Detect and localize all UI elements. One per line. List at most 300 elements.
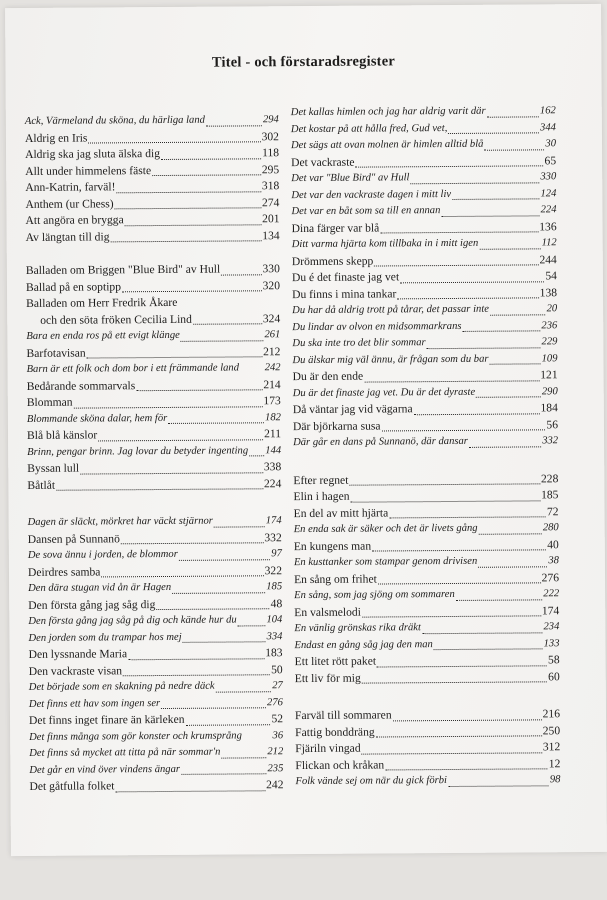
index-entry bbox=[291, 153, 556, 171]
index-entry bbox=[294, 586, 559, 604]
entry-title: En enda sak är säker och det är livets gång bbox=[293, 522, 478, 536]
index-entry bbox=[292, 318, 557, 336]
dot-leader bbox=[397, 296, 538, 299]
entry-title: Det finns inget finare än kärleken bbox=[28, 712, 185, 727]
index-entry bbox=[292, 235, 557, 253]
entry-page-number: 222 bbox=[543, 588, 560, 600]
dot-leader bbox=[400, 280, 544, 283]
group-spacer bbox=[293, 450, 558, 473]
index-entry bbox=[293, 433, 558, 451]
entry-title: Brinn, pengar brinn. Jag lovar du betyder ingenting bbox=[27, 444, 249, 458]
entry-title: Båtlåt bbox=[27, 478, 56, 492]
index-entry bbox=[27, 426, 281, 444]
index-entry bbox=[292, 334, 557, 352]
dot-leader bbox=[362, 751, 542, 754]
entry-page-number: 52 bbox=[271, 712, 284, 726]
entry-page-number: 334 bbox=[266, 630, 283, 642]
index-entry bbox=[294, 537, 559, 555]
entry-title: Det var "Blue Bird" av Hull bbox=[291, 172, 410, 185]
entry-page-number: 97 bbox=[271, 548, 282, 560]
index-entry bbox=[292, 351, 557, 369]
entry-title: Det kostar på att hålla fred, Gud vet, bbox=[290, 122, 448, 135]
entry-title: Allt under himmelens fäste bbox=[25, 163, 152, 178]
entry-page-number: 183 bbox=[265, 646, 283, 660]
dot-leader bbox=[115, 206, 261, 209]
entry-title: Det sägs att ovan molnen är himlen alltid blå bbox=[290, 138, 484, 152]
entry-title: Drömmens skepp bbox=[291, 254, 374, 268]
dot-leader bbox=[487, 115, 539, 117]
index-group bbox=[293, 471, 559, 687]
entry-title: Du finns i mina tankar bbox=[292, 286, 397, 301]
index-entry bbox=[28, 546, 282, 564]
index-column-left bbox=[25, 112, 284, 795]
dot-leader bbox=[240, 373, 264, 374]
index-entry bbox=[294, 636, 559, 654]
entry-title: Dina färger var blå bbox=[291, 220, 380, 235]
entry-page-number: 112 bbox=[541, 237, 557, 249]
index-entry bbox=[29, 728, 283, 746]
group-spacer bbox=[295, 685, 560, 708]
dot-leader bbox=[161, 706, 266, 709]
index-entry bbox=[294, 570, 559, 588]
index-entry bbox=[292, 268, 557, 286]
entry-page-number: 40 bbox=[547, 537, 559, 551]
entry-page-number: 12 bbox=[548, 756, 561, 770]
entry-title: En del av mitt hjärta bbox=[293, 505, 389, 520]
index-column-right bbox=[291, 103, 561, 790]
dot-leader bbox=[377, 664, 547, 667]
dot-leader bbox=[378, 581, 541, 584]
index-entry bbox=[292, 301, 557, 319]
dot-leader bbox=[434, 647, 543, 650]
dot-leader bbox=[116, 789, 266, 792]
entry-page-number: 235 bbox=[267, 762, 284, 774]
entry-page-number: 214 bbox=[263, 377, 281, 391]
index-entry bbox=[26, 327, 280, 345]
dot-leader bbox=[411, 181, 540, 184]
entry-page-number: 162 bbox=[539, 105, 556, 117]
entry-page-number: 38 bbox=[548, 555, 559, 567]
entry-title: Den första gång jag såg på dig och kände hur du bbox=[28, 614, 237, 627]
dot-leader bbox=[183, 640, 266, 643]
entry-page-number: 216 bbox=[542, 707, 561, 721]
index-entry bbox=[28, 513, 282, 531]
index-entry bbox=[29, 678, 283, 696]
entry-page-number: 182 bbox=[264, 411, 281, 423]
dot-leader bbox=[80, 471, 263, 474]
entry-title: En kusttanker som stampar genom drivisen bbox=[293, 555, 478, 569]
index-entry bbox=[29, 662, 283, 680]
entry-title: Den vackraste visan bbox=[28, 663, 123, 678]
entry-page-number: 224 bbox=[263, 476, 282, 490]
index-entry bbox=[294, 619, 559, 637]
entry-page-number: 184 bbox=[540, 401, 558, 415]
dot-leader bbox=[172, 591, 265, 594]
entry-title: Det finns många som gör konster och krumsprång bbox=[29, 729, 242, 743]
index-entry bbox=[292, 219, 557, 237]
index-entry bbox=[27, 476, 281, 494]
entry-page-number: 290 bbox=[541, 385, 558, 397]
index-entry bbox=[26, 228, 280, 246]
entry-page-number: 136 bbox=[539, 219, 557, 233]
index-entry bbox=[291, 169, 556, 187]
index-entry bbox=[28, 563, 282, 581]
entry-page-number: 228 bbox=[540, 471, 559, 485]
entry-title: Du é det finaste jag vet bbox=[291, 270, 400, 285]
entry-page-number: 242 bbox=[264, 362, 281, 374]
dot-leader bbox=[206, 124, 262, 126]
dot-leader bbox=[216, 690, 272, 692]
entry-title: Det finns så mycket att titta på när sommar'n bbox=[29, 746, 221, 759]
entry-title: Farväl till sommaren bbox=[294, 708, 392, 723]
dot-leader bbox=[221, 273, 261, 275]
entry-page-number: 234 bbox=[543, 621, 560, 633]
dot-leader bbox=[393, 718, 542, 721]
dot-leader bbox=[152, 173, 261, 176]
index-entry bbox=[29, 777, 283, 795]
entry-title: Då väntar jag vid vägarna bbox=[292, 402, 413, 417]
entry-title: Det gåtfulla folket bbox=[29, 779, 115, 793]
entry-page-number: 244 bbox=[539, 252, 557, 266]
entry-page-number: 118 bbox=[262, 146, 280, 160]
index-entry bbox=[25, 178, 279, 196]
index-group bbox=[291, 103, 558, 451]
entry-page-number: 318 bbox=[261, 179, 280, 193]
dot-leader bbox=[362, 614, 541, 617]
entry-page-number: 332 bbox=[542, 435, 559, 447]
index-entry bbox=[295, 652, 560, 670]
index-entry bbox=[28, 612, 282, 630]
entry-page-number: 276 bbox=[266, 696, 283, 708]
entry-title: Där går en dans på Sunnanö, där dansar bbox=[293, 435, 468, 449]
entry-page-number: 312 bbox=[542, 740, 561, 754]
dot-leader bbox=[88, 140, 260, 143]
dot-leader bbox=[121, 541, 264, 544]
dot-leader bbox=[456, 598, 543, 601]
entry-title: Anthem (ur Chess) bbox=[25, 196, 114, 211]
entry-title: Det finns ett hav som ingen ser bbox=[28, 697, 161, 710]
index-entry bbox=[293, 471, 558, 489]
entry-page-number: 250 bbox=[542, 723, 561, 737]
index-entry bbox=[26, 278, 280, 296]
index-entry bbox=[291, 120, 556, 138]
dot-leader bbox=[101, 574, 263, 577]
entry-title: Ballad på en soptipp bbox=[25, 279, 122, 294]
entry-title: Det vackraste bbox=[291, 155, 355, 169]
index-entry bbox=[25, 211, 279, 229]
index-entry bbox=[294, 603, 559, 621]
index-entry bbox=[25, 145, 279, 163]
index-entry bbox=[28, 629, 282, 647]
index-entry bbox=[295, 756, 560, 774]
entry-page-number: 50 bbox=[271, 662, 283, 676]
entry-page-number: 144 bbox=[265, 444, 282, 456]
index-entry bbox=[27, 377, 281, 395]
dot-leader bbox=[389, 515, 546, 518]
entry-title: Dagen är släckt, mörkret har väckt stjärnor bbox=[27, 515, 213, 528]
entry-title: Det går en vind över vindens ängar bbox=[29, 763, 181, 776]
index-group bbox=[25, 112, 280, 246]
page-title: Titel - och förstaradsregister bbox=[211, 53, 396, 71]
index-entry bbox=[294, 553, 559, 571]
dot-leader bbox=[448, 131, 539, 134]
entry-title: Blå blå känslor bbox=[26, 428, 98, 442]
group-spacer bbox=[26, 244, 280, 263]
index-entry bbox=[292, 285, 557, 303]
entry-page-number: 104 bbox=[266, 614, 283, 626]
index-entry bbox=[291, 136, 556, 154]
group-spacer bbox=[27, 492, 281, 515]
index-entry bbox=[294, 504, 559, 522]
index-entry bbox=[27, 459, 281, 477]
entry-page-number: 72 bbox=[546, 504, 559, 518]
entry-title: Det var en båt som sa till en annan bbox=[291, 205, 441, 218]
entry-title: Du älskar mig väl ännu, är frågan som du bar bbox=[292, 353, 489, 366]
entry-title: En sång, som jag sjöng om sommaren bbox=[294, 588, 455, 602]
dot-leader bbox=[490, 362, 541, 364]
index-entry bbox=[26, 261, 280, 279]
dot-leader bbox=[441, 214, 539, 217]
entry-title: Den jorden som du trampar hos mej bbox=[28, 631, 182, 644]
index-entry bbox=[28, 530, 282, 548]
index-entry bbox=[295, 669, 560, 687]
dot-leader bbox=[122, 289, 262, 292]
entry-page-number: 212 bbox=[267, 746, 284, 758]
entry-title: Endast en gång såg jag den man bbox=[294, 638, 433, 651]
entry-page-number: 274 bbox=[261, 195, 280, 209]
entry-title: Du ska inte tro det blir sommar bbox=[292, 337, 426, 350]
index-entry bbox=[29, 695, 283, 713]
dot-leader bbox=[238, 624, 266, 626]
index-entry bbox=[27, 360, 281, 378]
dot-leader bbox=[156, 607, 269, 610]
entry-page-number: 133 bbox=[543, 637, 560, 649]
entry-page-number: 98 bbox=[549, 774, 561, 786]
entry-page-number: 261 bbox=[264, 329, 281, 341]
entry-title: Ack, Värmeland du sköna, du härliga land bbox=[24, 114, 205, 127]
entry-page-number: 211 bbox=[264, 427, 282, 441]
entry-page-number: 302 bbox=[261, 129, 279, 143]
entry-page-number: 48 bbox=[270, 596, 283, 610]
dot-leader bbox=[382, 428, 546, 431]
index-entry bbox=[293, 384, 558, 402]
dot-leader bbox=[469, 445, 541, 448]
entry-title: Blommande sköna dalar, hem för bbox=[26, 412, 168, 425]
book-page bbox=[5, 4, 607, 856]
index-group bbox=[295, 706, 561, 790]
entry-title: Ett litet rött paket bbox=[294, 654, 377, 669]
dot-leader bbox=[374, 263, 538, 266]
entry-title: Deirdres samba bbox=[27, 564, 101, 579]
dot-leader bbox=[362, 680, 547, 683]
entry-title: Att angöra en brygga bbox=[25, 213, 124, 227]
index-entry bbox=[26, 311, 280, 329]
entry-title: Dansen på Sunnanö bbox=[27, 531, 120, 546]
dot-leader bbox=[186, 723, 271, 726]
entry-title: En sång om frihet bbox=[293, 572, 377, 586]
entry-title: En kungens man bbox=[293, 539, 372, 553]
entry-title: Ann-Katrin, farväl! bbox=[25, 180, 116, 194]
dot-leader bbox=[243, 740, 272, 741]
entry-page-number: 294 bbox=[262, 114, 279, 126]
dot-leader bbox=[161, 157, 261, 160]
index-entry bbox=[25, 162, 279, 180]
entry-title: De sova ännu i jorden, de blommor bbox=[27, 548, 178, 561]
entry-title: Bedårande sommarvals bbox=[26, 378, 136, 393]
entry-title: Den dära stugan vid ån är Hagen bbox=[28, 581, 172, 594]
dot-leader bbox=[87, 355, 262, 358]
index-entry bbox=[27, 393, 281, 411]
entry-page-number: 174 bbox=[265, 515, 282, 527]
index-entry bbox=[292, 252, 557, 270]
entry-title: Det kallas himlen och jag har aldrig varit där bbox=[290, 105, 486, 119]
entry-page-number: 330 bbox=[540, 171, 557, 183]
dot-leader bbox=[479, 532, 542, 534]
dot-leader bbox=[179, 558, 270, 561]
entry-title: Fattig bonddräng bbox=[295, 725, 375, 739]
index-entry bbox=[26, 344, 280, 362]
dot-leader bbox=[364, 379, 539, 382]
entry-title: Barfotavisan bbox=[26, 346, 86, 360]
entry-page-number: 236 bbox=[541, 319, 558, 331]
index-entry bbox=[293, 367, 558, 385]
entry-title: En vänlig grönskas rika dräkt bbox=[294, 622, 421, 635]
dot-leader bbox=[380, 230, 538, 233]
index-entry bbox=[293, 417, 558, 435]
dot-leader bbox=[56, 487, 263, 490]
entry-title: Du är den ende bbox=[292, 369, 364, 384]
entry-page-number: 124 bbox=[540, 187, 557, 199]
index-entry bbox=[29, 761, 283, 779]
index-entry bbox=[295, 739, 560, 757]
dot-leader bbox=[452, 197, 539, 200]
dot-leader bbox=[125, 223, 261, 226]
dot-leader bbox=[128, 657, 264, 660]
entry-title: Den lyssnande Maria bbox=[28, 647, 128, 661]
entry-page-number: 324 bbox=[262, 311, 281, 325]
entry-title: Elin i hagen bbox=[293, 489, 350, 504]
entry-page-number: 276 bbox=[541, 570, 560, 584]
index-entry bbox=[28, 596, 282, 614]
entry-page-number: 36 bbox=[272, 729, 284, 741]
entry-title: Den första gång jag såg dig bbox=[28, 597, 156, 612]
dot-leader bbox=[123, 673, 270, 676]
entry-title: Av längtan till dig bbox=[25, 229, 110, 244]
dot-leader bbox=[349, 482, 540, 485]
entry-page-number: 330 bbox=[262, 262, 280, 276]
dot-leader bbox=[376, 734, 542, 737]
entry-page-number: 201 bbox=[262, 212, 280, 226]
entry-title: Aldrig ska jag sluta älska dig bbox=[25, 147, 161, 161]
dot-leader bbox=[422, 631, 543, 634]
dot-leader bbox=[214, 525, 265, 527]
index-entry bbox=[26, 294, 280, 312]
entry-title: Det började som en skakning på nedre däck bbox=[28, 680, 215, 693]
dot-leader bbox=[356, 164, 544, 167]
entry-page-number: 138 bbox=[539, 285, 558, 299]
entry-title: Bara en enda ros på ett evigt klänge bbox=[26, 329, 180, 342]
dot-leader bbox=[136, 388, 262, 391]
index-entry bbox=[25, 129, 279, 147]
entry-page-number: 185 bbox=[541, 488, 559, 502]
entry-page-number: 344 bbox=[539, 121, 556, 133]
index-entry bbox=[29, 744, 283, 762]
dot-leader bbox=[74, 405, 263, 408]
dot-leader bbox=[351, 499, 541, 502]
entry-page-number: 173 bbox=[263, 394, 281, 408]
dot-leader bbox=[221, 756, 266, 758]
entry-title: och den söta fröken Cecilia Lind bbox=[40, 312, 192, 327]
entry-page-number: 60 bbox=[548, 669, 560, 683]
entry-page-number: 229 bbox=[541, 336, 558, 348]
entry-page-number: 20 bbox=[546, 303, 558, 315]
entry-title: Fjäriln vingad bbox=[295, 741, 361, 756]
entry-title: Du är det finaste jag vet. Du är det dyraste bbox=[292, 386, 476, 399]
entry-page-number: 56 bbox=[546, 417, 559, 431]
entry-page-number: 109 bbox=[541, 352, 558, 364]
dot-leader bbox=[110, 239, 261, 242]
entry-page-number: 212 bbox=[263, 344, 281, 358]
index-entry bbox=[291, 186, 556, 204]
dot-leader bbox=[479, 247, 540, 249]
dot-leader bbox=[181, 772, 266, 775]
index-entry bbox=[27, 443, 281, 461]
entry-title: Det var den vackraste dagen i mitt liv bbox=[291, 188, 452, 201]
dot-leader bbox=[168, 421, 264, 424]
entry-page-number: 30 bbox=[545, 138, 557, 150]
dot-leader bbox=[372, 548, 546, 551]
index-entry bbox=[294, 520, 559, 538]
entry-page-number: 58 bbox=[547, 653, 560, 667]
index-entry bbox=[295, 706, 560, 724]
index-entry bbox=[28, 579, 282, 597]
index-entry bbox=[293, 487, 558, 505]
index-entry bbox=[27, 410, 281, 428]
entry-page-number: 174 bbox=[541, 603, 560, 617]
dot-leader bbox=[478, 565, 547, 567]
index-entry bbox=[29, 645, 283, 663]
entry-title: Ditt varma hjärta kom tillbaka in i mitt igen bbox=[291, 237, 479, 251]
entry-page-number: 242 bbox=[266, 778, 284, 792]
entry-title: Aldrig en Iris bbox=[24, 131, 88, 145]
index-entry bbox=[29, 711, 283, 729]
index-group bbox=[26, 261, 282, 494]
dot-leader bbox=[448, 784, 549, 787]
dot-leader bbox=[98, 438, 263, 441]
entry-page-number: 320 bbox=[262, 278, 281, 292]
entry-title: Barn är ett folk och dom bor i ett främmande land bbox=[26, 362, 240, 375]
entry-title: Ett liv för mig bbox=[294, 671, 361, 685]
index-entry bbox=[25, 112, 279, 130]
entry-title: Flickan och kråkan bbox=[295, 757, 385, 772]
entry-title: En valsmelodi bbox=[294, 605, 361, 619]
index-entry bbox=[291, 103, 556, 121]
entry-page-number: 280 bbox=[542, 522, 559, 534]
entry-page-number: 295 bbox=[261, 162, 280, 176]
entry-page-number: 322 bbox=[264, 563, 283, 577]
index-entry bbox=[295, 772, 560, 790]
entry-page-number: 134 bbox=[262, 228, 280, 242]
index-entry bbox=[291, 202, 556, 220]
entry-title: Balladen om Herr Fredrik Åkare bbox=[26, 295, 178, 310]
index-entry bbox=[25, 195, 279, 213]
entry-title: Du har då aldrig trott på tårar, det passar inte bbox=[292, 303, 489, 317]
dot-leader bbox=[193, 322, 262, 324]
entry-title: Byssan lull bbox=[27, 461, 80, 475]
entry-title: Blomman bbox=[26, 395, 73, 409]
dot-leader bbox=[181, 339, 264, 342]
dot-leader bbox=[414, 412, 540, 415]
